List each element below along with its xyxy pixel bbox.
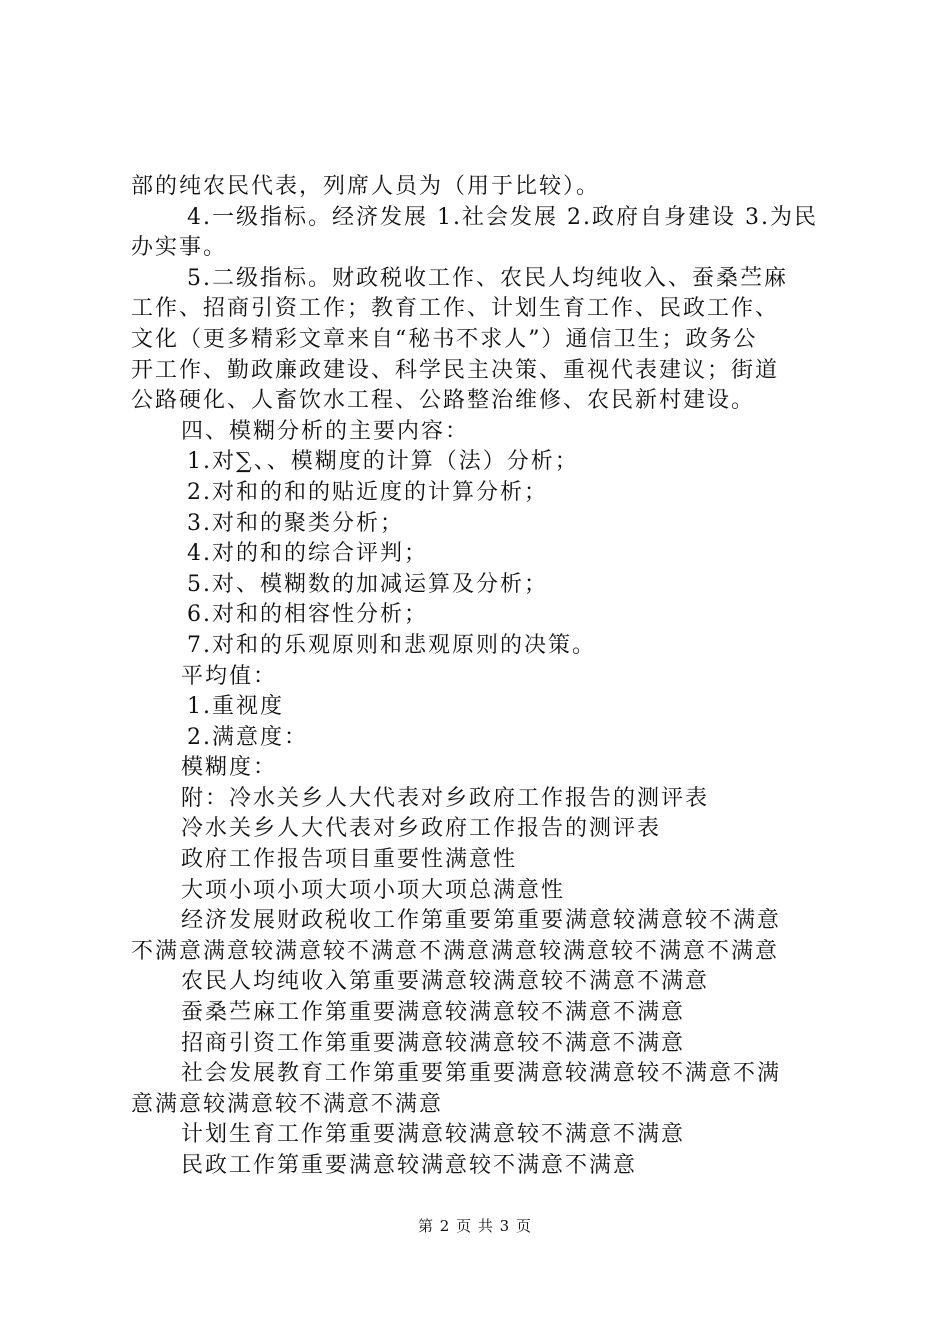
text-line: 4.对的和的综合评判；	[187, 541, 428, 567]
text-line: 冷水关乡人大代表对乡政府工作报告的测评表	[181, 816, 662, 842]
text-line: 民政工作第重要满意较满意较不满意不满意	[181, 1153, 638, 1178]
text-line: 部的纯农民代表，列席人员为（用于比较）。	[131, 174, 601, 199]
text-line: 开工作、勤政廉政建设、科学民主决策、重视代表建议；街道	[131, 357, 780, 383]
document-body	[131, 172, 836, 1182]
text-line: 3.对和的聚类分析；	[187, 510, 404, 536]
text-line: 办实事。	[131, 235, 228, 261]
text-line: 不满意满意较满意较不满意不满意满意较满意较不满意不满意	[131, 938, 780, 964]
text-line: 附：冷水关乡人大代表对乡政府工作报告的测评表	[181, 785, 710, 811]
text-line: 公路硬化、人畜饮水工程、公路整治维修、农民新村建设。	[131, 388, 756, 414]
text-line: 工作、招商引资工作；教育工作、计划生育工作、民政工作、	[131, 296, 780, 322]
text-line: 大项小项小项大项小项大项总满意性	[181, 877, 566, 903]
text-line: 招商引资工作第重要满意较满意较不满意不满意	[181, 1030, 686, 1056]
text-line: 2.满意度：	[187, 724, 308, 750]
text-line: 农民人均纯收入第重要满意较满意较不满意不满意	[181, 969, 710, 995]
text-line: 意满意较满意较不满意不满意	[131, 1091, 444, 1117]
text-line: 政府工作报告项目重要性满意性	[181, 847, 518, 873]
text-line: 4.一级指标。经济发展 1.社会发展 2.政府自身建设 3.为民	[187, 204, 818, 230]
text-line: 7.对和的乐观原则和悲观原则的决策。	[187, 632, 596, 658]
text-line: 蚕桑苎麻工作第重要满意较满意较不满意不满意	[181, 1000, 686, 1026]
text-line: 文化（更多精彩文章来自“秘书不求人”）通信卫生；政务公	[131, 326, 758, 352]
text-line: 5.对、模糊数的加减运算及分析；	[187, 571, 548, 597]
text-line: 6.对和的相容性分析；	[187, 602, 428, 628]
text-line: 平均值：	[181, 663, 278, 689]
text-line: 四、模糊分析的主要内容：	[181, 418, 470, 444]
text-line: 经济发展财政税收工作第重要第重要满意较满意较不满意	[181, 908, 782, 934]
text-line: 模糊度：	[181, 755, 278, 781]
text-line: 计划生育工作第重要满意较满意较不满意不满意	[181, 1122, 686, 1148]
page-footer: 第 2 页 共 3 页	[418, 1217, 532, 1235]
text-line: 5.二级指标。财政税收工作、农民人均纯收入、蚕桑苎麻	[187, 265, 788, 291]
text-line: 1.重视度	[187, 694, 284, 720]
text-line: 社会发展教育工作第重要第重要满意较满意较不满意不满	[181, 1061, 782, 1087]
text-line: 1.对∑、、模糊度的计算（法）分析；	[187, 449, 579, 475]
text-line: 2.对和的和的贴近度的计算分析；	[187, 479, 548, 505]
